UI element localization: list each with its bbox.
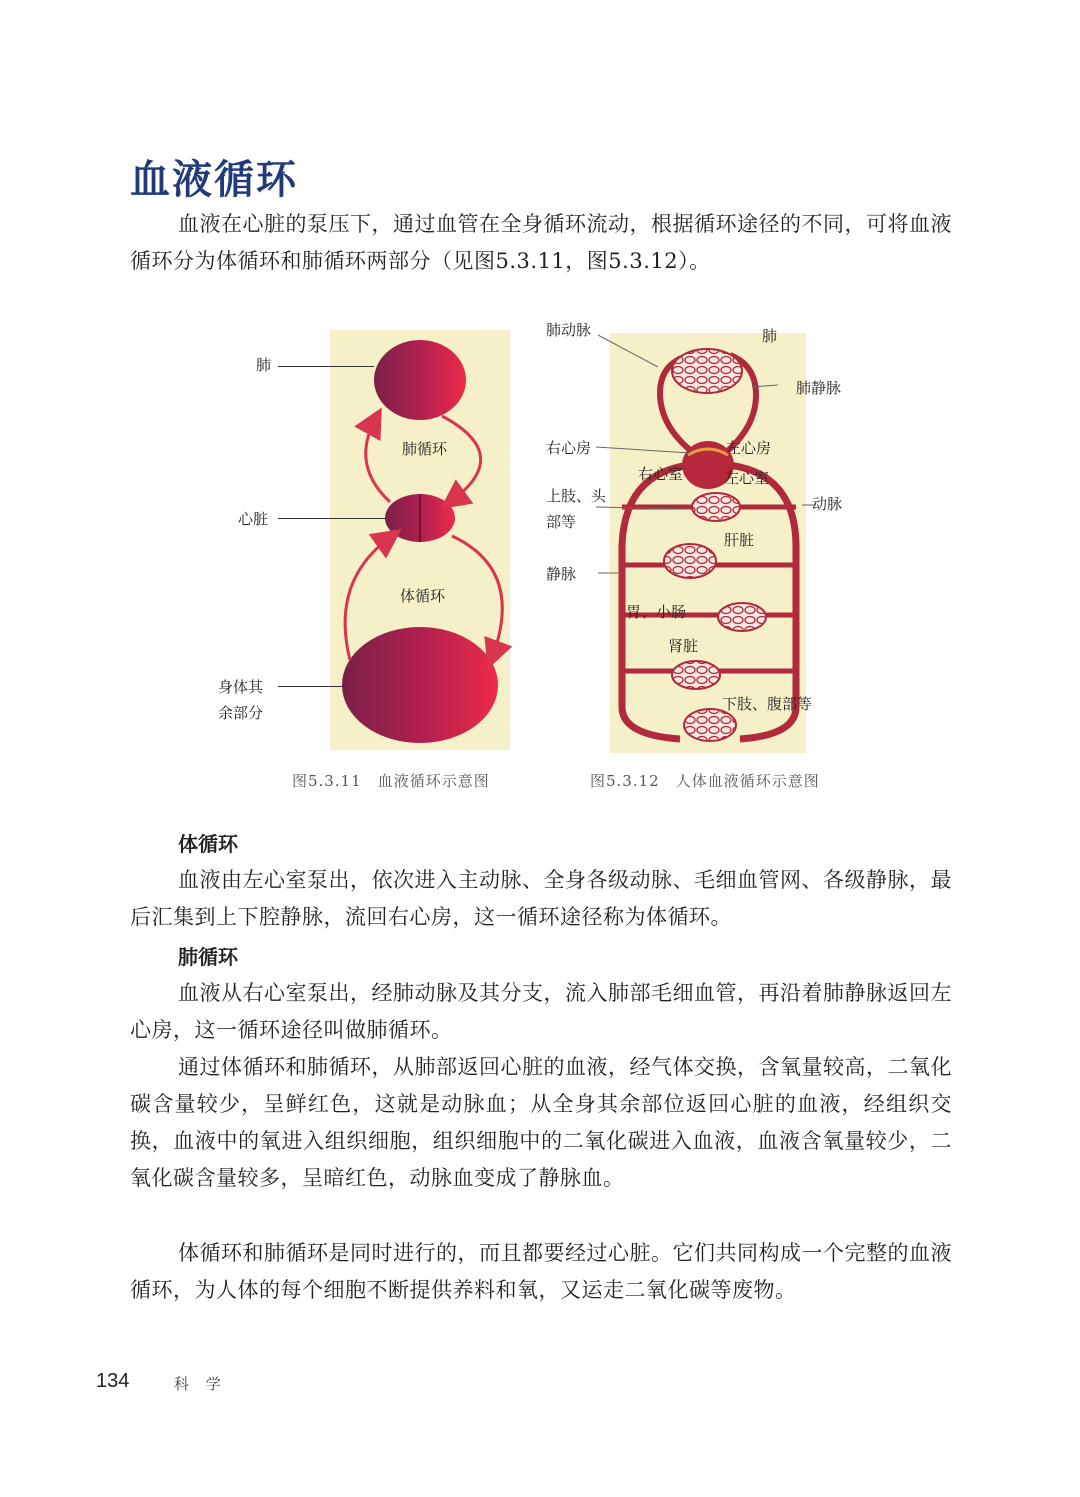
label-body-2: 余部分 bbox=[218, 704, 264, 722]
section-text-pulmonary: 血液从右心室泵出，经肺动脉及其分支，流入肺部毛细血管，再沿着肺静脉返回左心房，这一循环途径叫做肺循环。 bbox=[130, 981, 952, 1042]
page-number: 134 bbox=[96, 1370, 130, 1392]
figure1-caption: 图5.3.11 血液循环示意图 bbox=[292, 772, 490, 790]
label-upper-limbs-2: 部等 bbox=[546, 513, 577, 531]
label-upper-limbs-1: 上肢、头 bbox=[546, 487, 607, 505]
figure2-caption: 图5.3.12 人体血液循环示意图 bbox=[590, 772, 820, 790]
section-text-systemic: 血液由左心室泵出，依次进入主动脉、全身各级动脉、毛细血管网、各级静脉，最后汇集到上下腔静脉，流回右心房，这一循环途径称为体循环。 bbox=[130, 868, 952, 929]
label-lung-2: 肺 bbox=[762, 327, 778, 345]
label-lower-limbs: 下肢、腹部等 bbox=[722, 695, 813, 713]
label-systemic-loop: 体循环 bbox=[400, 587, 446, 605]
label-right-atrium: 右心房 bbox=[546, 439, 592, 457]
figure-human-circulation bbox=[540, 315, 860, 755]
label-liver: 肝脏 bbox=[724, 531, 755, 549]
paragraph-arterial-venous: 通过体循环和肺循环，从肺部返回心脏的血液，经气体交换，含氧量较高，二氧化碳含量较少，呈鲜红色，这就是动脉血；从全身其余部位返回心脏的血液，经组织交换，血液中的氧进入组织细胞，组织细胞中的二氧化碳进入血液，血液含氧量较少，二氧化碳含量较多，呈暗红色，动脉血变成了静脉血。 bbox=[130, 1055, 952, 1190]
book-subject: 科 学 bbox=[174, 1375, 227, 1393]
label-body-1: 身体其 bbox=[218, 678, 264, 696]
figure-blood-circulation bbox=[180, 330, 540, 750]
label-pulmonary-vein: 肺静脉 bbox=[796, 379, 842, 397]
lung-ellipse bbox=[374, 340, 466, 420]
label-artery: 动脉 bbox=[812, 495, 843, 513]
label-stomach: 胃、小肠 bbox=[626, 603, 687, 621]
section-heading-pulmonary: 肺循环 bbox=[178, 945, 238, 969]
label-heart: 心脏 bbox=[238, 510, 269, 528]
label-left-atrium: 左心房 bbox=[726, 439, 772, 457]
paragraph-summary: 体循环和肺循环是同时进行的，而且都要经过心脏。它们共同构成一个完整的血液循环，为人体的每个细胞不断提供养料和氧，又运走二氧化碳等废物。 bbox=[130, 1241, 952, 1302]
label-right-ventricle: 右心室 bbox=[638, 465, 684, 483]
page-title: 血液循环 bbox=[130, 157, 298, 203]
label-pulmonary-loop: 肺循环 bbox=[402, 440, 448, 458]
section-heading-systemic: 体循环 bbox=[178, 832, 238, 856]
body-ellipse bbox=[342, 627, 498, 743]
label-lung: 肺 bbox=[256, 356, 272, 374]
label-pulmonary-artery: 肺动脉 bbox=[546, 321, 592, 339]
label-vein: 静脉 bbox=[546, 565, 577, 583]
intro-paragraph: 血液在心脏的泵压下，通过血管在全身循环流动，根据循环途径的不同，可将血液循环分为体循环和肺循环两部分（见图5.3.11，图5.3.12）。 bbox=[130, 212, 952, 273]
label-kidney: 肾脏 bbox=[668, 637, 699, 655]
label-left-ventricle: 左心室 bbox=[724, 469, 770, 487]
